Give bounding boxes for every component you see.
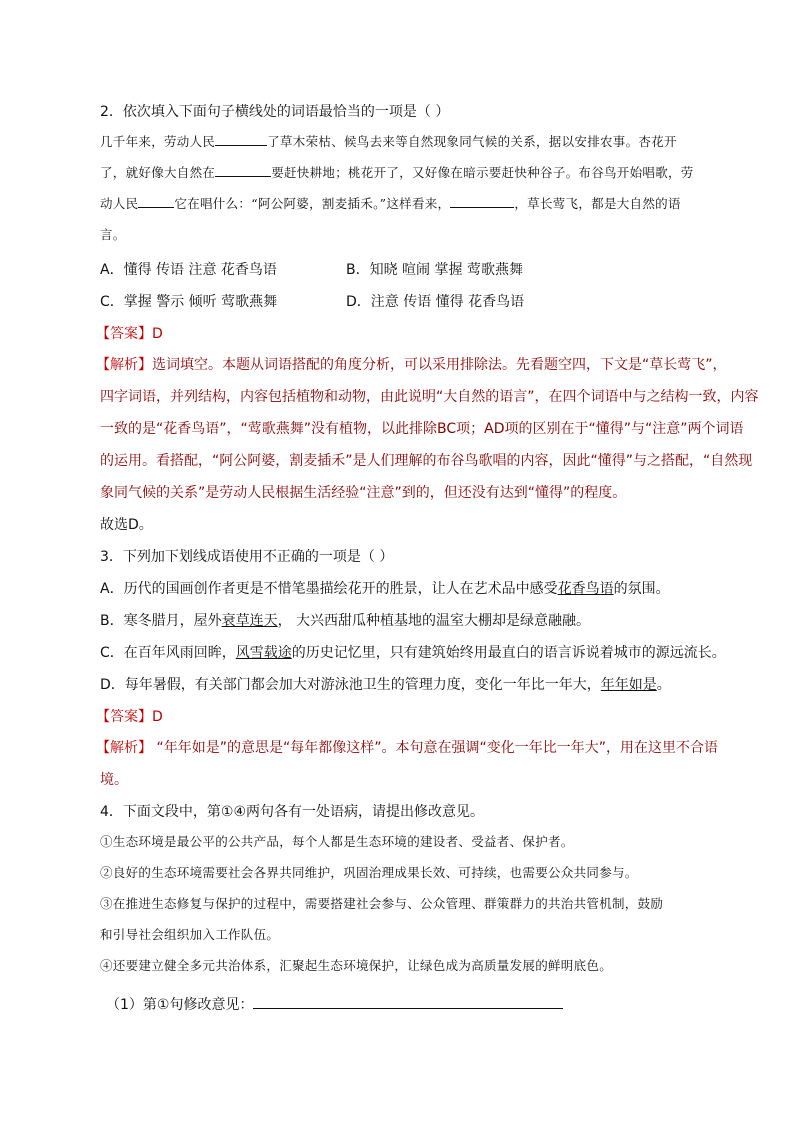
answer-blank-3	[138, 193, 174, 208]
option-a: A．懂得 传语 注意 花香鸟语	[100, 262, 277, 278]
answer-blank-4	[450, 193, 514, 208]
answer-blank-1	[215, 131, 267, 146]
sentence-3: ③在推进生态修复与保护的过程中，需要搭建社会参与、公众管理、群策群力的共治共管机制，鼓励	[100, 896, 664, 911]
sentence-4: ④还要建立健全多元共治体系，汇聚起生态环境保护，让绿色成为高质量发展的鲜明底色。	[100, 958, 613, 973]
question-2-stem: 2．依次填入下面句子横线处的词语最恰当的一项是（ ）	[100, 104, 450, 120]
option-b: B．知晓 喧闹 掌握 莺歌燕舞	[346, 262, 523, 278]
underlined-idiom-d: 年年如是	[600, 677, 657, 693]
answer-tag: 【答案】	[96, 326, 152, 342]
option-d: D．注意 传语 懂得 花香鸟语	[346, 294, 525, 310]
underlined-idiom-a: 花香鸟语	[557, 581, 614, 597]
sentence-1: ①生态环境是最公平的公共产品，每个人都是生态环境的建设者、受益者、保护者。	[100, 834, 574, 849]
question-2-analysis: 【解析】选词填空。本题从词语搭配的角度分析，可以采用排除法。先看题空四，下文是“草长莺飞”， 四字词语，并列结构，内容包括植物和动物，由此说明“大自然的语言”，在四个词语中与之结构一致，内容 一致的是“花香鸟语”，“莺歌燕舞”没有植物，以此排除BC项；AD项的区别在于“懂得”与“注意”两个词语 的运用。看搭配，“阿公阿婆，割麦插禾”是人们理解的布谷鸟歌唱的内容，因此“懂得”与之搭配，“自然现 象同气候的关系”是劳动人民根据生活经验“注意”到的，但还没有达到“懂得”的程度。	[96, 357, 759, 501]
question-4-passage	[100, 826, 730, 981]
question-2-answer	[96, 322, 726, 346]
question-4-subquestion-1: （1）第①句修改意见：	[106, 992, 736, 1017]
answer-tag: 【答案】	[96, 709, 152, 725]
option-c: C．掌握 警示 倾听 莺歌燕舞	[100, 294, 278, 310]
answer-value: D	[152, 709, 163, 725]
sentence-2: ②良好的生态环境需要社会各界共同维护，巩固治理成果长效、可持续，也需要公众共同参与。	[100, 865, 638, 880]
question-3-option-b: B．寒冬腊月，屋外衰草连天， 大兴西甜瓜种植基地的温室大棚却是绿意融融。	[100, 613, 591, 629]
passage-line-3: 动人民 它在唱什么：“阿公阿婆，割麦插禾。”这样看来， ，草长莺飞，都是大自然的语	[100, 188, 730, 219]
question-4-stem: 4．下面文段中，第①④两句各有一处语病，请提出修改意见。	[100, 804, 485, 820]
analysis-tag: 【解析】	[96, 740, 152, 756]
question-2-conclusion: 故选D。	[100, 517, 153, 533]
answer-value: D	[152, 326, 163, 342]
sentence-3-continued: 和引导社会组织加入工作队伍。	[100, 927, 280, 942]
question-3-option-d: D．每年暑假，有关部门都会加大对游泳池卫生的管理力度，变化一年比一年大，年年如是。	[100, 677, 671, 693]
question-3-option-a: A．历代的国画创作者更是不惜笔墨描绘花开的胜景，让人在艺术品中感受花香鸟语的氛围。	[100, 581, 670, 597]
analysis-tag: 【解析】	[96, 357, 152, 373]
underlined-idiom-c: 风雪载途	[235, 645, 292, 661]
passage-line-4: 言。	[100, 227, 126, 242]
passage-line-2: 了，就好像大自然在 要赶快耕地；桃花开了，又好像在暗示要赶快种谷子。布谷鸟开始唱歌，劳	[100, 157, 730, 188]
question-3-analysis: 【解析】 “年年如是”的意思是“每年都像这样”。本句意在强调“变化一年比一年大”，用在这里不合语 境。	[96, 740, 718, 788]
underlined-idiom-b: 衰草连天	[221, 613, 278, 629]
question-2-passage	[100, 126, 730, 250]
answer-blank-2	[215, 162, 271, 177]
question-3-answer	[96, 705, 726, 729]
passage-line-1: 几千年来，劳动人民 了草木荣枯、候鸟去来等自然现象同气候的关系，据以安排农事。杏花开	[100, 126, 730, 157]
answer-line[interactable]	[253, 992, 563, 1009]
question-3-option-c: C．在百年风雨回眸，风雪载途的历史记忆里，只有建筑始终用最直白的语言诉说着城市的源远流长。	[100, 645, 726, 661]
question-3-stem: 3．下列加下划线成语使用不正确的一项是（ ）	[100, 549, 394, 565]
